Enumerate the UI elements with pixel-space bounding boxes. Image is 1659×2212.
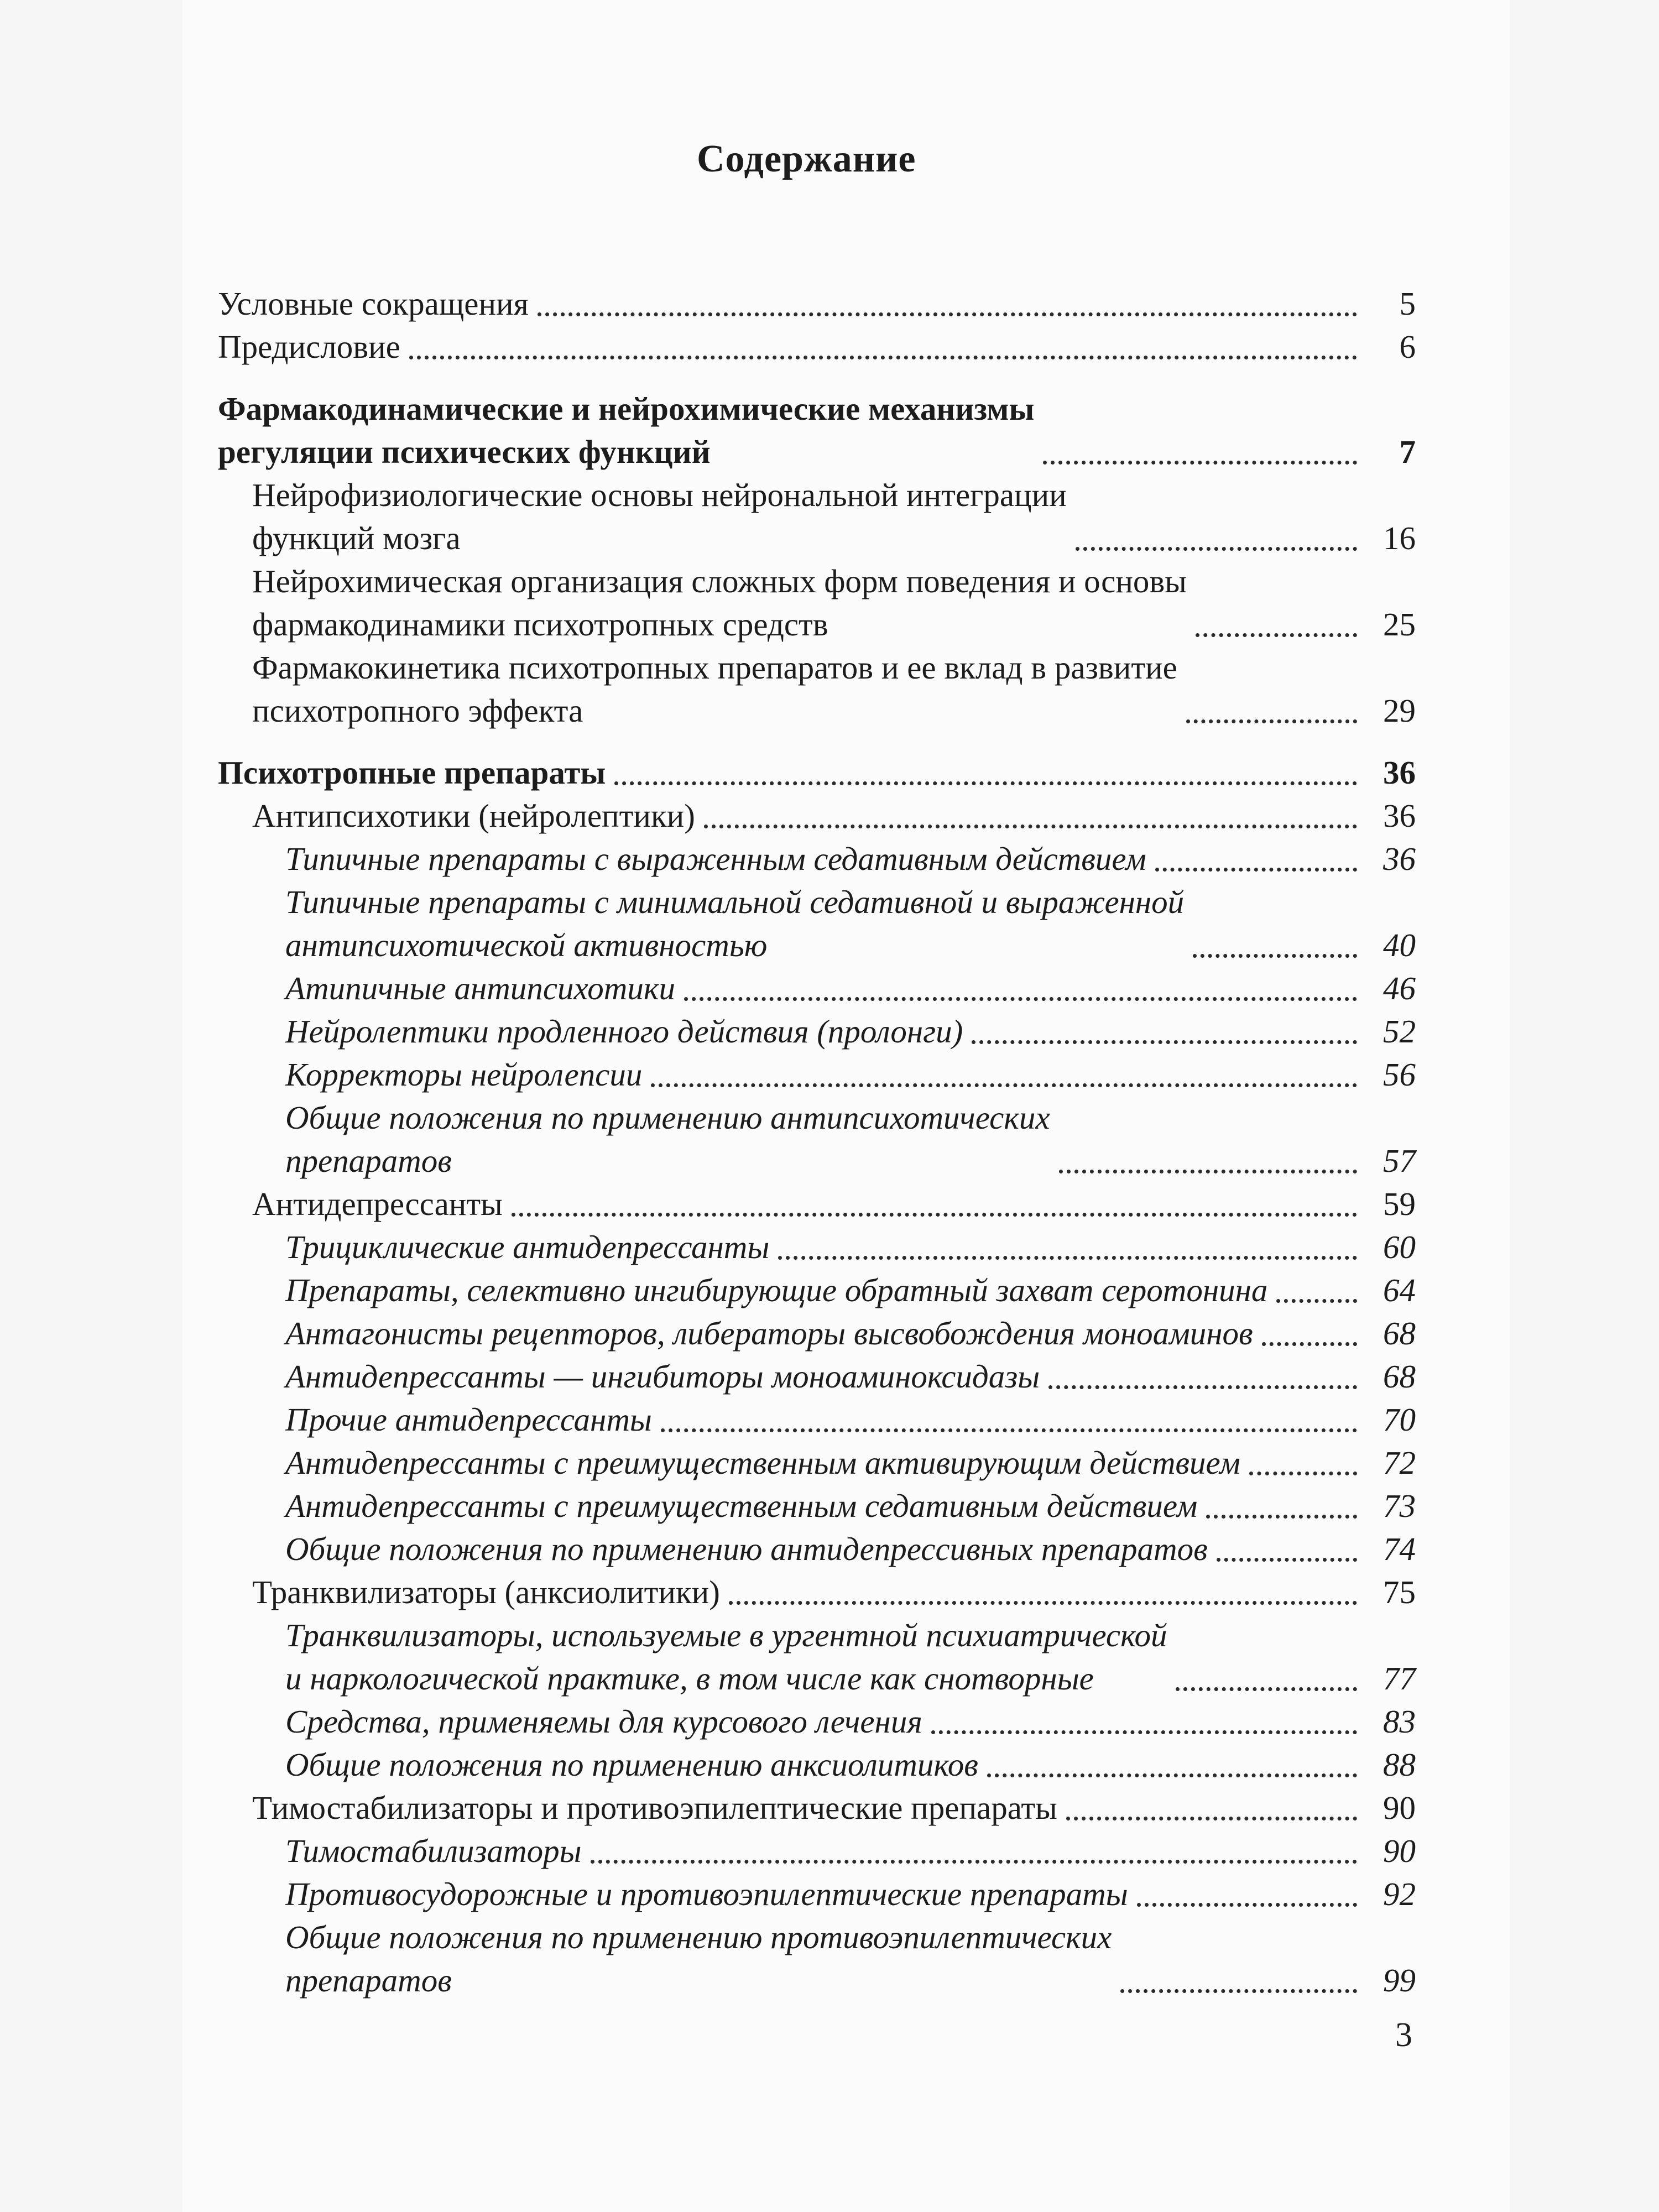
toc-entry-page: 90	[1383, 1790, 1416, 1826]
toc-entry	[218, 1355, 1416, 1398]
toc-entry	[218, 880, 1416, 967]
toc-entry-title: Предисловие	[218, 328, 400, 365]
toc-entry-page: 25	[1383, 606, 1416, 643]
toc-entry	[218, 794, 1416, 837]
toc-entry	[218, 1484, 1416, 1527]
toc-entry-page: 16	[1383, 520, 1416, 556]
toc-entry-page: 68	[1383, 1358, 1416, 1395]
toc-entry	[218, 1614, 1416, 1700]
dot-leader	[1276, 1299, 1357, 1303]
toc-entry-title: Прочие антидепрессанты	[285, 1401, 652, 1438]
toc-entry	[218, 1096, 1416, 1182]
toc-entry-page: 75	[1383, 1574, 1416, 1610]
dot-leader	[1048, 1385, 1357, 1389]
toc-entry-title: Транквилизаторы (анксиолитики)	[252, 1574, 720, 1610]
toc-entry-title: Тимостабилизаторы	[285, 1833, 582, 1869]
dot-leader	[1137, 1903, 1357, 1907]
toc-entry-title: Средства, применяемы для курсового лечения	[285, 1703, 922, 1740]
toc-entry	[218, 387, 1416, 473]
toc-entry-title: Транквилизаторы, используемые в ургентной психиатрической и наркологической практике, в том числе как снотворные	[285, 1617, 1167, 1697]
toc-entry-page: 36	[1383, 797, 1416, 834]
dot-leader	[661, 1428, 1357, 1432]
toc-entry-title: Типичные препараты с выраженным седативным действием	[285, 841, 1146, 877]
toc-entry-page: 72	[1383, 1444, 1416, 1481]
toc-entry-title: Антидепрессанты с преимущественным седативным действием	[285, 1488, 1198, 1524]
toc-entry-page: 74	[1383, 1531, 1416, 1567]
toc-entry-page: 60	[1383, 1229, 1416, 1265]
toc-entry-page: 99	[1383, 1962, 1416, 1999]
toc-entry-page: 68	[1383, 1315, 1416, 1352]
toc-entry-title: Нейрохимическая организация сложных форм поведения и основы фармакодинамики психотропных средств	[252, 563, 1187, 643]
page-number: 3	[1395, 2016, 1412, 2054]
dot-leader	[591, 1860, 1357, 1864]
dot-leader	[1155, 868, 1357, 872]
toc-entry-title: Нейрофизиологические основы нейрональной интеграции функций мозга	[252, 477, 1067, 556]
toc-entry-title: Корректоры нейролепсии	[285, 1056, 643, 1093]
toc-entry-title: Трициклические антидепрессанты	[285, 1229, 770, 1265]
toc-entry	[218, 1786, 1416, 1829]
toc-entry-title: Общие положения по применению антидепрессивных препаратов	[285, 1531, 1208, 1567]
toc-entry-title: Фармакодинамические и нейрохимические механизмы регуляции психических функций	[218, 390, 1035, 470]
toc-entry-title: Антидепрессанты с преимущественным активирующим действием	[285, 1444, 1240, 1481]
toc-entry	[218, 751, 1416, 794]
dot-leader	[1206, 1515, 1357, 1519]
toc-entry-page: 56	[1383, 1056, 1416, 1093]
dot-leader	[778, 1256, 1357, 1260]
toc-entry	[218, 837, 1416, 880]
dot-leader	[538, 312, 1357, 316]
toc-entry-title: Атипичные антипсихотики	[285, 970, 675, 1006]
toc-entry-page: 64	[1383, 1272, 1416, 1308]
dot-leader	[1043, 461, 1357, 465]
toc-entry-title: Условные сокращения	[218, 285, 529, 322]
dot-leader	[1262, 1342, 1357, 1346]
toc-entry	[218, 1010, 1416, 1053]
toc-entry-title: Типичные препараты с минимальной седативной и выраженной антипсихотической активностью	[285, 884, 1185, 963]
toc-entry-page: 59	[1383, 1186, 1416, 1222]
toc-entry	[218, 473, 1416, 560]
dot-leader	[931, 1730, 1357, 1734]
toc-entry-title: Тимостабилизаторы и противоэпилептические препараты	[252, 1790, 1057, 1826]
toc-entry	[218, 282, 1416, 325]
toc-entry-title: Антипсихотики (нейролептики)	[252, 797, 695, 834]
dot-leader	[512, 1213, 1357, 1217]
toc-entry-page: 90	[1383, 1833, 1416, 1869]
toc-entry-title: Препараты, селективно ингибирующие обратный захват серотонина	[285, 1272, 1268, 1308]
dot-leader	[972, 1040, 1357, 1044]
dot-leader	[1193, 954, 1357, 958]
toc-entry-page: 46	[1383, 970, 1416, 1006]
toc-entry	[218, 1182, 1416, 1225]
dot-leader	[614, 781, 1357, 785]
toc-entry-page: 57	[1383, 1142, 1416, 1179]
toc-entry-title: Противосудорожные и противоэпилептические препараты	[285, 1876, 1128, 1912]
toc-entry	[218, 1700, 1416, 1743]
dot-leader	[1196, 633, 1357, 637]
dot-leader	[409, 356, 1357, 359]
toc-entry-title: Антагонисты рецепторов, либераторы высвобождения моноаминов	[285, 1315, 1253, 1352]
dot-leader	[729, 1601, 1357, 1605]
toc-entry-title: Общие положения по применению анксиолитиков	[285, 1746, 978, 1783]
toc-entry	[218, 1571, 1416, 1614]
toc-entry	[218, 560, 1416, 646]
toc-entry-page: 52	[1383, 1013, 1416, 1050]
toc-entry	[218, 1225, 1416, 1269]
dot-leader	[1176, 1687, 1357, 1691]
toc-entry	[218, 1829, 1416, 1872]
dot-leader	[1249, 1472, 1357, 1475]
toc-entry-title: Антидепрессанты	[252, 1186, 503, 1222]
toc-entry-page: 29	[1383, 692, 1416, 729]
toc-entry-page: 36	[1383, 841, 1416, 877]
toc-entry	[218, 1441, 1416, 1484]
toc-entry-title: Общие положения по применению противоэпилептических препаратов	[285, 1919, 1112, 1999]
toc-entry-page: 73	[1383, 1488, 1416, 1524]
toc-entry	[218, 967, 1416, 1010]
toc-entry	[218, 1269, 1416, 1312]
toc-entry	[218, 1916, 1416, 2002]
toc-entry	[218, 1312, 1416, 1355]
toc-entry-page: 88	[1383, 1746, 1416, 1783]
toc-entry	[218, 1872, 1416, 1916]
toc-entry	[218, 1053, 1416, 1096]
table-of-contents	[218, 282, 1416, 2002]
toc-entry-title: Антидепрессанты — ингибиторы моноаминоксидазы	[285, 1358, 1040, 1395]
dot-leader	[651, 1083, 1357, 1087]
toc-entry-page: 36	[1383, 754, 1416, 791]
toc-entry-page: 77	[1383, 1660, 1416, 1697]
toc-entry-page: 40	[1383, 927, 1416, 963]
dot-leader	[1217, 1558, 1357, 1562]
toc-entry	[218, 1527, 1416, 1571]
dot-leader	[1076, 547, 1357, 551]
toc-entry-title: Нейролептики продленного действия (пролонги)	[285, 1013, 963, 1050]
toc-entry-page: 70	[1383, 1401, 1416, 1438]
dot-leader	[1120, 1989, 1357, 1993]
toc-entry-title: Общие положения по применению антипсихотических препаратов	[285, 1099, 1050, 1179]
dot-leader	[684, 997, 1357, 1001]
toc-entry-page: 5	[1399, 285, 1416, 322]
toc-entry-title: Психотропные препараты	[218, 754, 606, 791]
dot-leader	[1066, 1817, 1357, 1820]
toc-entry-page: 6	[1399, 328, 1416, 365]
dot-leader	[1186, 719, 1357, 723]
toc-entry-title: Фармакокинетика психотропных препаратов и ее вклад в развитие психотропного эффекта	[252, 649, 1177, 729]
dot-leader	[987, 1773, 1357, 1777]
toc-entry	[218, 1743, 1416, 1786]
page-title: Содержание	[697, 138, 916, 180]
toc-entry	[218, 325, 1416, 368]
dot-leader	[1059, 1170, 1357, 1173]
toc-entry-page: 7	[1399, 434, 1416, 470]
toc-entry	[218, 1398, 1416, 1441]
dot-leader	[704, 825, 1357, 828]
toc-entry-page: 92	[1383, 1876, 1416, 1912]
toc-entry-page: 83	[1383, 1703, 1416, 1740]
toc-entry	[218, 646, 1416, 732]
